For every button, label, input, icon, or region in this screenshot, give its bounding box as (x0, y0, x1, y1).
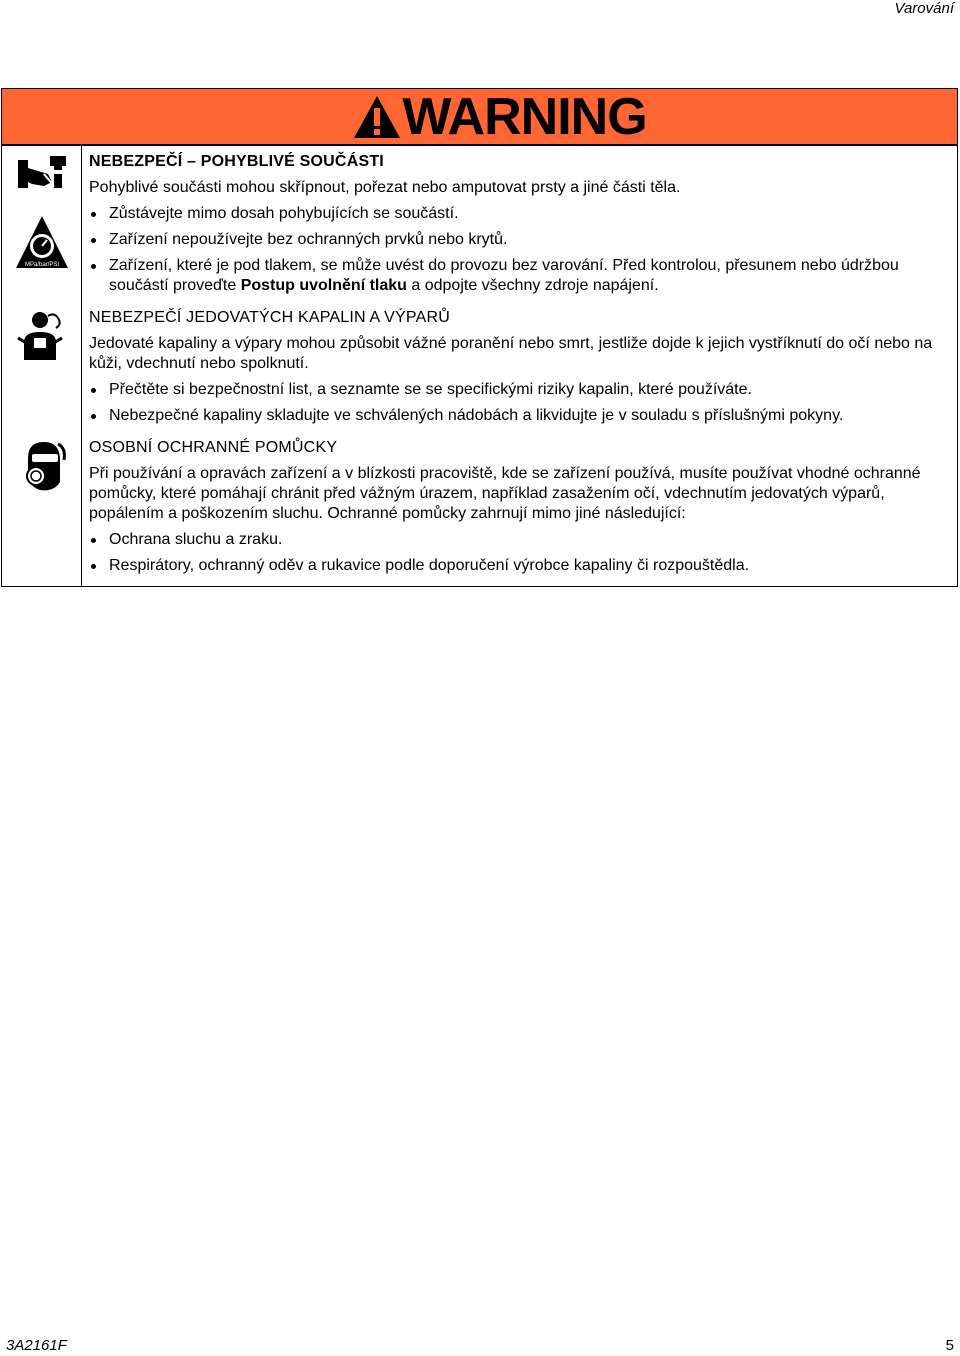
list-item: Ochrana sluchu a zraku. (89, 530, 951, 550)
list-item: Zařízení nepoužívejte bez ochranných prvků nebo krytů. (89, 230, 951, 250)
section-title: NEBEZPEČÍ – POHYBLIVÉ SOUČÁSTI (89, 153, 384, 170)
warning-table (1, 88, 958, 587)
section-intro: Jedovaté kapaliny a výpary mohou způsobit vážné poranění nebo smrt, jestliže dojde k jejich vystříknutí do očí nebo na kůži, vdechnutí nebo spolknutí. (89, 335, 933, 372)
section-toxic-fluids (2, 302, 957, 432)
list-item-text: Zařízení, které je pod tlakem, se může uvést do provozu bez varování. Před kontrolou, přesunem nebo údržbou součástí proveďte (109, 257, 899, 294)
section-title: OSOBNÍ OCHRANNÉ POMŮCKY (89, 439, 338, 456)
document-number: 3A2161F (6, 1337, 67, 1354)
list-item: Zůstávejte mimo dosah pohybujících se součástí. (89, 204, 951, 224)
gauge-unit-label: MPa/bar/PSI (24, 262, 59, 268)
moving-parts-hand-icon (14, 152, 70, 208)
protective-equipment-icon (14, 438, 70, 494)
pressure-relief-gauge-icon (14, 214, 70, 270)
list-item: Přečtěte si bezpečnostní list, a seznamte se se specifickými riziky kapalin, které používáte. (89, 380, 951, 400)
section-title: NEBEZPEČÍ JEDOVATÝCH KAPALIN A VÝPARŮ (89, 309, 450, 326)
section-intro: Pohyblivé součásti mohou skřípnout, pořezat nebo amputovat prsty a jiné části těla. (89, 179, 681, 196)
list-item: Respirátory, ochranný oděv a rukavice podle doporučení výrobce kapaliny či rozpouštědla. (89, 556, 951, 576)
list-item-text: a odpojte všechny zdroje napájení. (411, 277, 659, 294)
page-header-section: Varování (894, 0, 954, 17)
warning-title: WARNING (402, 87, 647, 146)
page-number: 5 (945, 1337, 954, 1354)
section-moving-parts (2, 145, 957, 302)
warning-triangle-icon (352, 94, 402, 140)
toxic-fumes-icon (14, 308, 70, 364)
list-item: Nebezpečné kapaliny skladujte ve schválených nádobách a likvidujte je v souladu s příslušnými pokyny. (89, 406, 951, 426)
list-item (89, 256, 951, 296)
section-intro: Při používání a opravách zařízení a v blízkosti pracoviště, kde se zařízení používá, musíte používat vhodné ochranné pomůcky, které pomáhají chránit před vážným úrazem, například zasažením očí, vdechnutím jedovatých výparů, popálením a poškozením sluchu. Ochranné pomůcky zahrnují mimo jiné následující: (89, 465, 921, 522)
pressure-relief-reference: Postup uvolnění tlaku (240, 277, 407, 294)
warning-banner (2, 89, 957, 145)
section-ppe (2, 432, 957, 586)
